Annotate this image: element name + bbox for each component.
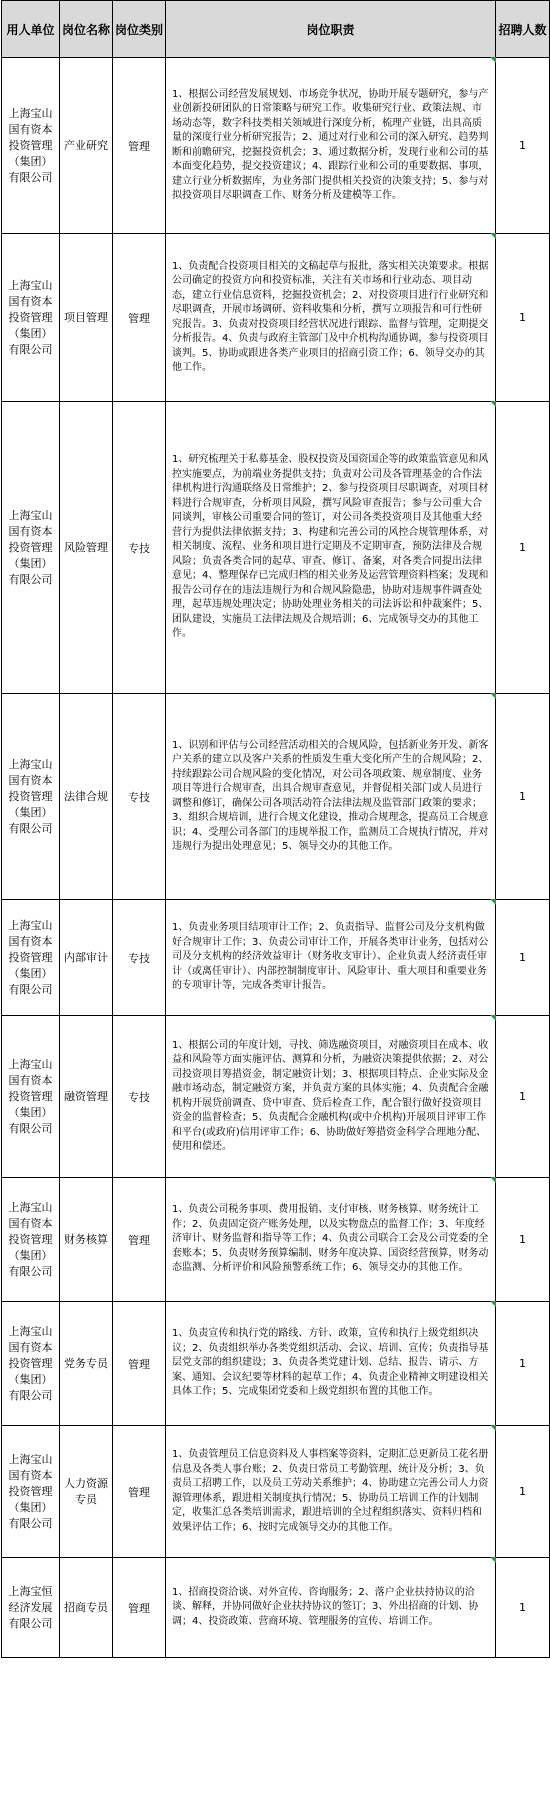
position-duty-cell: 1、识别和评估与公司经营活动相关的合规风险，包括新业务开发、新客户关系的建立以及客户关系的性质发生重大变化所产生的合规风险；2、持续跟踪公司合规风险的变化情况，对公司各项政策、规章制度、业务项目等进行合规审查，出具合规审查意见，并督促相关部门或人员进行调整和修订，确保公司各项活动符合法律法规及监管部门政策的要求；3、组织合规培训，进行合规文化建设，推动合规理念，提高员工合规意识；4、受理公司各部门的违规举报工作，监测员工合规执行情况，并对违规行为提出处理意见；5、领导交办的其他工作。: [166, 694, 496, 900]
hire-count-cell: 1: [496, 1558, 550, 1658]
position-duty-cell: 1、负责公司税务事项、费用报销、支付审核、财务核算、财务统计工作；2、负责固定资产账务处理，以及实物盘点的监督工作；3、年度经济审计、财务监督和指导等工作；4、负责公司联合工会及公司党委的全套账本；5、负责财务预算编制、财务年度决算、国资经营预算，财务动态监测、分析评价和风险预警系统工作；6、领导交办的其他工作。: [166, 1178, 496, 1302]
position-name-cell: 内部审计: [60, 900, 113, 1016]
position-duty-cell: 1、负责业务项目结项审计工作；2、负责指导、监督公司及分支机构做好合规审计工作；3、负责公司审计工作，开展各类审计业务，包括对公司及分支机构的经济效益审计（财务收支审计）、企业负责人经济责任审计（或离任审计）、内部控制制度审计、风险审计、重大项目和重要业务的专项审计等，完成各类审计报告。: [166, 900, 496, 1016]
cell-comment-marker: [490, 1425, 496, 1431]
position-category-cell: 管理: [113, 1178, 166, 1302]
cell-comment-marker: [490, 57, 496, 63]
org-cell: 上海宝山国有资本投资管理（集团）有限公司: [2, 1016, 60, 1178]
table-header-row: [2, 1, 550, 58]
table-row: [2, 402, 550, 694]
org-cell: 上海宝山国有资本投资管理（集团）有限公司: [2, 1302, 60, 1426]
position-duty-cell: 1、根据公司的年度计划，寻找、筛选融资项目，对融资项目在成本、收益和风险等方面实施评估、测算和分析，为融资决策提供依据；2、对公司投资项目筹措资金，制定融资计划；3、根据项目特点、企业实际及金融市场动态，制定融资方案，并负责方案的具体实施；4、负责配合金融机构开展贷前调查、贷中审查、贷后检查工作，配合银行做好投资项目资金的监督检查；5、负责配合金融机构(或中介机构)开展项目评审工作和平台(或政府)信用评审工作；6、协助做好筹措资金科学合理地分配、使用和偿还。: [166, 1016, 496, 1178]
hire-count-cell: 1: [496, 1016, 550, 1178]
position-name-cell: 招商专员: [60, 1558, 113, 1658]
hire-count-cell: 1: [496, 900, 550, 1016]
org-cell: 上海宝山国有资本投资管理（集团）有限公司: [2, 900, 60, 1016]
table-row: [2, 234, 550, 402]
hire-count-cell: 1: [496, 1302, 550, 1426]
table-row: [2, 1426, 550, 1558]
position-name-cell: 风险管理: [60, 402, 113, 694]
position-category-cell: 专技: [113, 1016, 166, 1178]
org-cell: 上海宝山国有资本投资管理（集团）有限公司: [2, 402, 60, 694]
table-row: [2, 694, 550, 900]
header-position-name: 岗位名称: [60, 1, 113, 58]
hire-count-cell: 1: [496, 234, 550, 402]
table-row: [2, 1302, 550, 1426]
table-row: [2, 1016, 550, 1178]
recruitment-table: [1, 0, 550, 1658]
position-category-cell: 专技: [113, 694, 166, 900]
position-name-cell: 融资管理: [60, 1016, 113, 1178]
cell-comment-marker: [490, 899, 496, 905]
position-category-cell: 管理: [113, 1302, 166, 1426]
org-cell: 上海宝山国有资本投资管理（集团）有限公司: [2, 58, 60, 234]
header-hire-count: 招聘人数: [496, 1, 550, 58]
position-category-cell: 专技: [113, 402, 166, 694]
position-name-cell: 人力资源专员: [60, 1426, 113, 1558]
org-cell: 上海宝恒经济发展有限公司: [2, 1558, 60, 1658]
cell-comment-marker: [490, 1301, 496, 1307]
hire-count-cell: 1: [496, 402, 550, 694]
cell-comment-marker: [490, 1177, 496, 1183]
header-position-category: 岗位类别: [113, 1, 166, 58]
position-name-cell: 党务专员: [60, 1302, 113, 1426]
header-position-duty: 岗位职责: [166, 1, 496, 58]
org-cell: 上海宝山国有资本投资管理（集团）有限公司: [2, 694, 60, 900]
position-category-cell: 管理: [113, 58, 166, 234]
table-row: [2, 58, 550, 234]
cell-comment-marker: [490, 233, 496, 239]
position-category-cell: 管理: [113, 1426, 166, 1558]
table-row: [2, 900, 550, 1016]
header-org: 用人单位: [2, 1, 60, 58]
org-cell: 上海宝山国有资本投资管理（集团）有限公司: [2, 234, 60, 402]
position-name-cell: 产业研究: [60, 58, 113, 234]
position-name-cell: 财务核算: [60, 1178, 113, 1302]
position-category-cell: 管理: [113, 1558, 166, 1658]
position-category-cell: 管理: [113, 234, 166, 402]
position-category-cell: 专技: [113, 900, 166, 1016]
position-name-cell: 项目管理: [60, 234, 113, 402]
table-row: [2, 1558, 550, 1658]
position-duty-cell: 1、招商投资洽谈、对外宣传、咨询服务；2、落户企业扶持协议的洽谈、解释，并协同做好企业扶持协议的签订；3、外出招商的计划、协调；4、投资政策、营商环境、管理服务的宣传、培训工作。: [166, 1558, 496, 1658]
hire-count-cell: 1: [496, 1178, 550, 1302]
position-duty-cell: 1、负责配合投资项目相关的文稿起草与报批，落实相关决策要求。根据公司确定的投资方向和投资标准，关注有关市场和行业动态、项目动态，建立行业信息资料，挖掘投资机会；2、对投资项目进行行业研究和尽职调查，开展市场调研、资料收集和分析，撰写立项报告和可行性研究报告。3、负责对投资项目经营状况进行跟踪、监督与管理，定期提交分析报告。4、负责与政府主管部门及中介机构沟通协调，参与投资项目谈判。5、协助或跟进各类产业项目的招商引资工作；6、领导交办的其他工作。: [166, 234, 496, 402]
cell-comment-marker: [490, 1015, 496, 1021]
cell-comment-marker: [490, 401, 496, 407]
table-row: [2, 1178, 550, 1302]
hire-count-cell: 1: [496, 58, 550, 234]
position-duty-cell: 1、负责管理员工信息资料及人事档案等资料，定期汇总更新员工花名册信息及各类人事台账；2、负责日常员工考勤管理、统计及分析；3、负责员工招聘工作，以及员工劳动关系维护；4、协助建立完善公司人力资源管理体系，跟进相关制度执行情况；5、协助员工培训工作的计划制定，收集汇总各类培训需求，跟进培训的全过程组织落实、资料归档和效果评估工作；6、按时完成领导交办的其他工作。: [166, 1426, 496, 1558]
org-cell: 上海宝山国有资本投资管理（集团）有限公司: [2, 1178, 60, 1302]
position-name-cell: 法律合规: [60, 694, 113, 900]
hire-count-cell: 1: [496, 694, 550, 900]
position-duty-cell: 1、研究梳理关于私募基金、股权投资及国资国企等的政策监管意见和风控实施要点，为前端业务提供支持；负责对公司及各管理基金的合作法律机构进行沟通联络及日常维护；2、参与投资项目尽职调查，对项目材料进行合规审查，分析项目风险，撰写风险审查报告；参与公司重大合同谈判，审核公司重要合同的签订，对公司各类投资项目及其他重大经营行为提供法律依据支持；3、构建和完善公司的风控合规管理体系，对相关制度、流程、业务和项目进行定期及不定期审查，预防法律及合规风险；负责各类合同的起草、审查、修订、备案，对各类合同提出法律意见；4、整理保存已完成归档的相关业务及运营管理资料档案；发现和报告公司存在的违法违规行为和合规风险隐患，协助对违规事件调查处理，起草违规处理决定；协助处理业务相关的司法诉讼和仲裁案件；5、团队建设，实施员工法律法规及合规培训；6、完成领导交办的其他工作。: [166, 402, 496, 694]
position-duty-cell: 1、根据公司经营发展规划、市场竞争状况，协助开展专题研究，参与产业创新投研团队的日常策略与研究工作。收集研究行业、政策法规、市场动态等，数字科技类相关领域进行深度分析，梳理产业链，出具高质量的深度行业分析研究报告；2、通过对行业和公司的深入研究、趋势判断和前瞻研究，挖掘投资机会；3、通过数据分析，发现行业和公司的基本面变化趋势，提交投资建议；4、跟踪行业和公司的重要数据、事项，建立行业分析数据库，为业务部门提供相关投资的决策支持；5、参与对拟投资项目尽职调查工作、财务分析及建模等工作。: [166, 58, 496, 234]
cell-comment-marker: [490, 693, 496, 699]
org-cell: 上海宝山国有资本投资管理（集团）有限公司: [2, 1426, 60, 1558]
hire-count-cell: 1: [496, 1426, 550, 1558]
cell-comment-marker: [490, 1557, 496, 1563]
position-duty-cell: 1、负责宣传和执行党的路线、方针、政策，宣传和执行上级党组织决议；2、负责组织举办各类党组织活动、会议、培训、宣传；负责指导基层党支部的组织建设；3、负责各类党建计划、总结、报告、请示、方案、通知、会议纪要等材料的起草工作；4、负责企业精神文明建设相关具体工作；5、完成集团党委和上级党组织布置的其他工作。: [166, 1302, 496, 1426]
